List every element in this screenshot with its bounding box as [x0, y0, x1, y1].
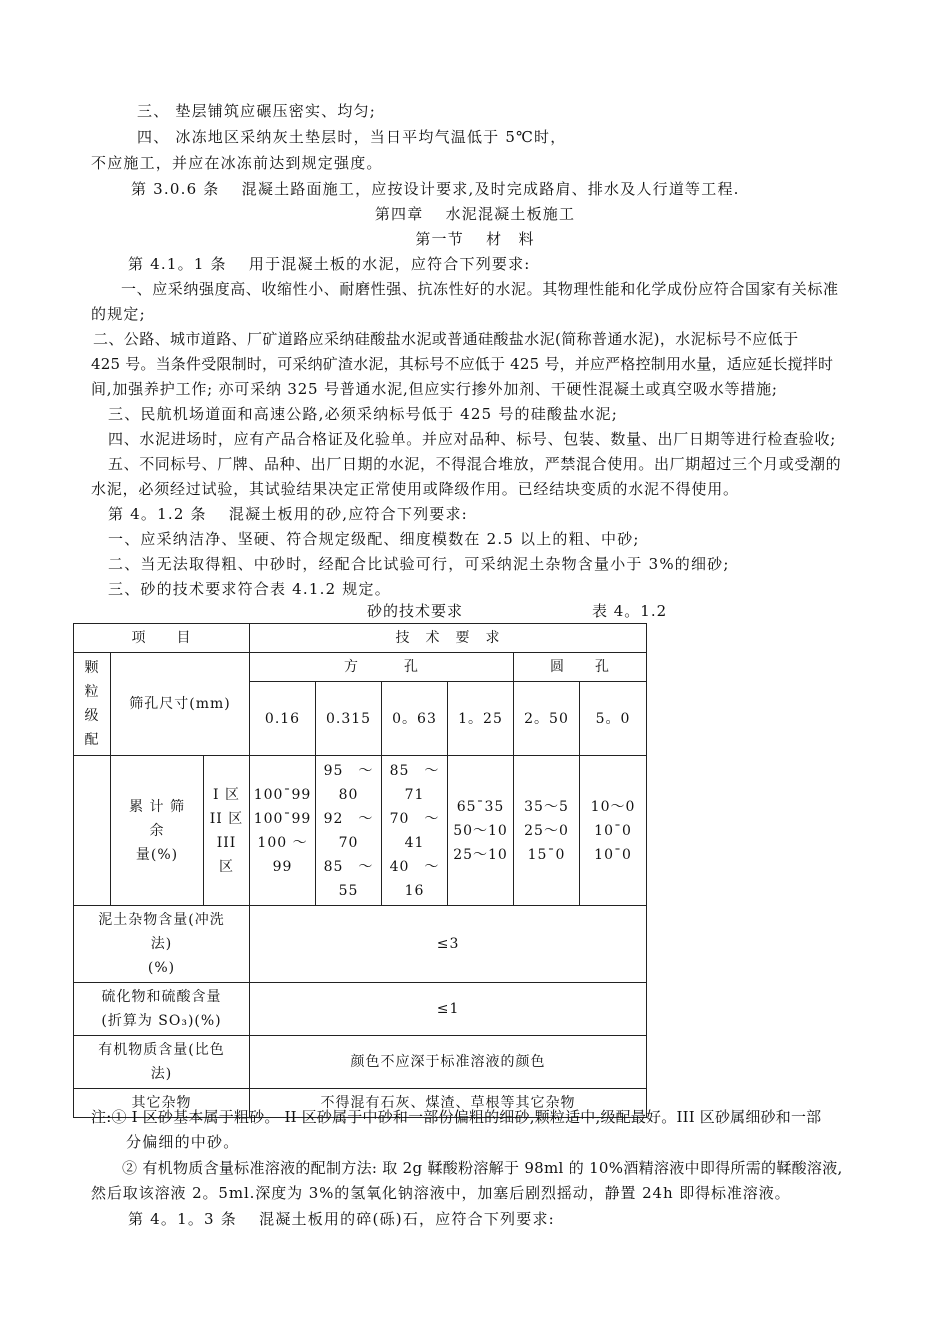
text-line: 一、应采纳洁净、坚硬、符合规定级配、细度模数在 2.5 以上的粗、中砂; — [108, 530, 640, 548]
table-title: 砂的技术要求 — [367, 602, 464, 620]
section-heading: 第一节 材 料 — [415, 230, 535, 248]
value-0-315: 95 ～ 80 92 ～ 70 85 ～ 55 — [316, 756, 382, 906]
sulfide-label: 硫化物和硫酸含量 (折算为 SO₃)(%) — [74, 983, 250, 1036]
text-line: 五、不同标号、厂牌、品种、出厂日期的水泥，不得混合堆放，严禁混合使用。出厂期超过三个月或受潮的 — [108, 455, 842, 473]
value-5-0: 10～0 10¯0 10¯0 — [580, 756, 647, 906]
text-line: 一、应采纳强度高、收缩性小、耐磨性强、抗冻性好的水泥。其物理性能和化学成份应符合国家有关标准 — [121, 280, 839, 298]
sieve-size: 0。63 — [382, 682, 448, 756]
sand-requirements-table — [73, 623, 647, 1118]
text-line: 不应施工，并应在冰冻前达到规定强度。 — [91, 154, 383, 172]
sulfide-value: ≤1 — [250, 983, 647, 1036]
other-impurities-label: 其它杂物 — [74, 1089, 250, 1118]
organic-value: 颜色不应深于标准溶液的颜色 — [250, 1036, 647, 1089]
article-3-0-6: 第 3.0.6 条 混凝土路面施工，应按设计要求,及时完成路肩、排水及人行道等工程. — [131, 180, 740, 198]
header-grading: 颗 粒 级 配 — [74, 653, 111, 756]
grading-blank — [74, 756, 111, 906]
mud-content-value: ≤3 — [250, 906, 647, 983]
text-line: 间,加强养护工作; 亦可采纳 325 号普通水泥,但应实行掺外加剂、干硬性混凝土或真空吸水等措施; — [91, 380, 778, 398]
note-2-cont: 然后取该溶液 2。5ml.深度为 3%的氢氧化钠溶液中，加塞后剧烈摇动，静置 24h 即得标准溶液。 — [91, 1184, 791, 1202]
text-line: 四、水泥进场时，应有产品合格证及化验单。并应对品种、标号、包装、数量、出厂日期等进行检查验收; — [108, 430, 836, 448]
header-sieve-size: 筛孔尺寸(mm) — [111, 653, 250, 756]
text-line: 水泥，必须经过试验，其试验结果决定正常使用或降级作用。已经结块变质的水泥不得使用。 — [91, 480, 739, 498]
note-1: 注:① I 区砂基本属于粗砂。 II 区砂属于中砂和一部份偏粗的细砂,颗粒适中,级配最好。III 区砂属细砂和一部 — [91, 1108, 822, 1126]
cumulative-retained-label: 累 计 筛 余 量(%) — [111, 756, 204, 906]
value-2-50: 35～5 25～0 15¯0 — [514, 756, 580, 906]
zones: I 区 II 区 III 区 — [204, 756, 250, 906]
text-line: 二、当无法取得粗、中砂时，经配合比试验可行，可采纳泥土杂物含量小于 3%的细砂; — [108, 555, 730, 573]
text-line: 三、砂的技术要求符合表 4.1.2 规定。 — [108, 580, 391, 598]
note-2: ② 有机物质含量标准溶液的配制方法: 取 2g 鞣酸粉溶解于 98ml 的 10%酒精溶液中即得所需的鞣酸溶液, — [122, 1159, 843, 1177]
text-line: 三、 垫层铺筑应碾压密实、均匀; — [137, 102, 377, 120]
text-line: 三、民航机场道面和高速公路,必须采纳标号低于 425 号的硅酸盐水泥; — [108, 405, 618, 423]
sieve-size: 2。50 — [514, 682, 580, 756]
header-item: 项 目 — [74, 624, 250, 653]
header-round-hole: 圆 孔 — [514, 653, 647, 682]
article-4-1-1: 第 4.1。1 条 用于混凝土板的水泥，应符合下列要求: — [128, 255, 531, 273]
note-1-cont: 分偏细的中砂。 — [126, 1133, 240, 1151]
text-line: 425 号。当条件受限制时，可采纳矿渣水泥，其标号不应低于 425 号，并应严格控制用水量，适应延长搅拌时 — [91, 355, 834, 373]
sieve-size: 5。0 — [580, 682, 647, 756]
sieve-size: 1。25 — [448, 682, 514, 756]
text-line: 四、 冰冻地区采纳灰土垫层时，当日平均气温低于 5℃时， — [137, 128, 567, 146]
mud-content-label: 泥土杂物含量(冲洗 法) (%) — [74, 906, 250, 983]
article-4-1-3: 第 4。1。3 条 混凝土板用的碎(砾)石，应符合下列要求: — [128, 1210, 555, 1228]
header-square-hole: 方 孔 — [250, 653, 514, 682]
value-1-25: 65¯35 50～10 25～10 — [448, 756, 514, 906]
text-line: 二、公路、城市道路、厂矿道路应采纳硅酸盐水泥或普通硅酸盐水泥(简称普通水泥)，水泥标号不应低于 — [93, 330, 799, 348]
text-line: 的规定; — [91, 305, 146, 323]
sieve-size: 0.16 — [250, 682, 316, 756]
header-requirements: 技 术 要 求 — [250, 624, 647, 653]
value-0-16: 100¯99 100¯99 100 ～ 99 — [250, 756, 316, 906]
table-number: 表 4。1.2 — [592, 602, 668, 620]
value-0-63: 85 ～ 71 70 ～ 41 40 ～ 16 — [382, 756, 448, 906]
chapter-heading: 第四章 水泥混凝土板施工 — [374, 205, 576, 223]
other-impurities-value: 不得混有石灰、煤渣、草根等其它杂物 — [250, 1089, 647, 1118]
organic-label: 有机物质含量(比色 法) — [74, 1036, 250, 1089]
article-4-1-2: 第 4。1.2 条 混凝土板用的砂,应符合下列要求: — [108, 505, 468, 523]
sieve-size: 0.315 — [316, 682, 382, 756]
